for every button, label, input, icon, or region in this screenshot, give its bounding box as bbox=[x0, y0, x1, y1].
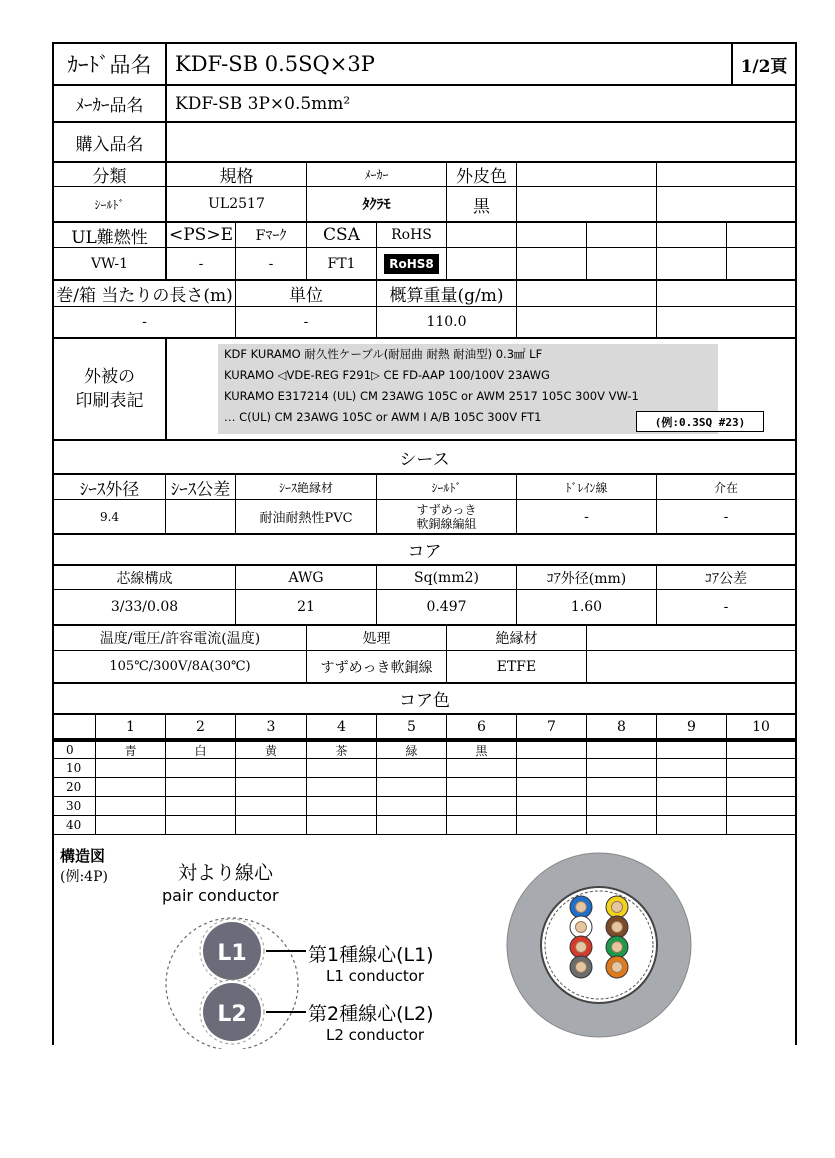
color-row bbox=[54, 816, 795, 835]
maker-label: ﾒｰｶｰ品名 bbox=[75, 96, 144, 116]
color-col-7: 7 bbox=[516, 715, 586, 738]
core-awg: 21 bbox=[235, 590, 376, 624]
color-cell bbox=[446, 759, 516, 777]
print-line-2: KURAMO ◁VDE-REG F291▷ CE FD-AAP 100/100V 23AWG bbox=[224, 368, 550, 382]
wire-conductor bbox=[576, 922, 587, 933]
color-col-5: 5 bbox=[376, 715, 446, 738]
color-row-label: 20 bbox=[66, 780, 82, 794]
length-blank-2 bbox=[656, 281, 795, 306]
color-cell bbox=[376, 778, 446, 796]
color-cell bbox=[586, 759, 656, 777]
color-cell bbox=[165, 797, 235, 815]
sheath-header-tol: ｼｰｽ公差 bbox=[165, 475, 235, 499]
color-cell bbox=[516, 778, 586, 796]
spec-maker: ﾀｸﾗﾓ bbox=[306, 187, 446, 221]
color-row-label: 10 bbox=[66, 761, 82, 775]
core-header-insulation: 絶縁材 bbox=[446, 626, 586, 650]
core-header2-row bbox=[54, 626, 795, 651]
color-cell bbox=[95, 759, 165, 777]
sheath-od: 9.4 bbox=[99, 509, 120, 524]
unit-header: 単位 bbox=[235, 281, 376, 306]
color-cell bbox=[95, 816, 165, 834]
card-label: ｶｰﾄﾞ品名 bbox=[67, 53, 152, 77]
color-cell bbox=[516, 797, 586, 815]
core-title: コア bbox=[407, 542, 442, 562]
spec-sheet bbox=[52, 42, 797, 1045]
print-line-1: KDF KURAMO 耐久性ケーブル(耐屈曲 耐熱 耐油型) 0.3㎟ LF bbox=[224, 347, 543, 361]
wire-conductor bbox=[612, 922, 623, 933]
wire-conductor bbox=[612, 942, 623, 953]
card-name: KDF-SB 0.5SQ×3P bbox=[165, 44, 731, 84]
length-blank-1 bbox=[516, 281, 656, 306]
color-cell bbox=[376, 797, 446, 815]
color-row bbox=[54, 797, 795, 816]
spec-header-category: 分類 bbox=[92, 167, 127, 186]
color-row bbox=[54, 778, 795, 797]
color-cell bbox=[656, 816, 726, 834]
length-value-blank-1 bbox=[516, 307, 656, 337]
sheath-header-row bbox=[54, 475, 795, 500]
color-row bbox=[54, 759, 795, 778]
cert-header-fmark: Fﾏｰｸ bbox=[235, 223, 306, 247]
cert-blank-4 bbox=[656, 223, 726, 247]
core-header-tol: ｺｱ公差 bbox=[656, 566, 795, 589]
cert-flame: VW-1 bbox=[90, 255, 129, 272]
sheath-material: 耐油耐熱性PVC bbox=[235, 500, 376, 533]
core-value2-row bbox=[54, 651, 795, 684]
wire-conductor bbox=[612, 962, 623, 973]
sheath-header-od: ｼｰｽ外径 bbox=[79, 479, 140, 499]
color-cell bbox=[726, 816, 795, 834]
color-cell bbox=[656, 797, 726, 815]
length-header-row bbox=[54, 281, 795, 307]
cert-pse: - bbox=[165, 248, 235, 279]
spec-header-row bbox=[54, 163, 795, 187]
sheath-tol bbox=[165, 500, 235, 533]
wire-conductor bbox=[576, 902, 587, 913]
print-line-4: … C(UL) CM 23AWG 105C or AWM I A/B 105C 300V FT1 bbox=[224, 410, 542, 424]
length-header: 巻/箱 当たりの長さ(m) bbox=[56, 286, 233, 306]
color-cell: 白 bbox=[165, 742, 235, 758]
maker-row bbox=[54, 86, 795, 123]
wire-conductor bbox=[576, 962, 587, 973]
core-rating: 105℃/300V/8A(30℃) bbox=[109, 659, 251, 674]
cert-header-rohs: RoHS bbox=[376, 223, 446, 247]
color-cell bbox=[165, 778, 235, 796]
cert-value-blank-5 bbox=[726, 248, 795, 279]
core-title-row bbox=[54, 535, 795, 566]
color-cell: 茶 bbox=[306, 742, 376, 758]
color-cell bbox=[516, 759, 586, 777]
color-cell bbox=[306, 816, 376, 834]
color-corner bbox=[54, 715, 95, 738]
spec-header-color: 外皮色 bbox=[446, 163, 516, 186]
cert-fmark: - bbox=[235, 248, 306, 279]
spec-header-blank-1 bbox=[516, 163, 656, 186]
color-col-8: 8 bbox=[586, 715, 656, 738]
spec-value-row bbox=[54, 187, 795, 223]
pair-diagram bbox=[154, 909, 494, 1049]
color-cell: 緑 bbox=[376, 742, 446, 758]
core-tol: - bbox=[656, 590, 795, 624]
l2-label: L2 bbox=[217, 1002, 247, 1027]
color-cell bbox=[656, 778, 726, 796]
sheath-value-row bbox=[54, 500, 795, 535]
color-col-9: 9 bbox=[656, 715, 726, 738]
wire-conductor bbox=[576, 942, 587, 953]
core-sq: 0.497 bbox=[376, 590, 516, 624]
color-cell bbox=[656, 759, 726, 777]
color-col-10: 10 bbox=[726, 715, 795, 738]
color-cell bbox=[446, 797, 516, 815]
color-cell: 黄 bbox=[235, 742, 306, 758]
spec-header-blank-2 bbox=[656, 163, 795, 186]
color-row-label: 0 bbox=[66, 743, 74, 757]
color-cell bbox=[235, 797, 306, 815]
color-cell bbox=[726, 742, 795, 758]
pair-en: pair conductor bbox=[162, 886, 279, 905]
core-insulation: ETFE bbox=[446, 651, 586, 682]
color-cell bbox=[446, 778, 516, 796]
core-od: 1.60 bbox=[516, 590, 656, 624]
cert-value-blank-3 bbox=[586, 248, 656, 279]
structure-title: 構造図 bbox=[60, 847, 106, 865]
color-cell bbox=[586, 797, 656, 815]
print-label bbox=[54, 339, 165, 439]
cert-blank-2 bbox=[516, 223, 586, 247]
core-header-treatment: 処理 bbox=[306, 626, 446, 650]
cable-cross-section bbox=[504, 850, 694, 1040]
structure-example: (例:4P) bbox=[60, 869, 108, 885]
l1-jp: 第1種線心(L1) bbox=[308, 944, 434, 966]
cert-csa: FT1 bbox=[306, 248, 376, 279]
sheath-title-row bbox=[54, 441, 795, 475]
purchase-row bbox=[54, 123, 795, 163]
sheath-title: シース bbox=[399, 449, 450, 470]
color-cell bbox=[165, 759, 235, 777]
core-header-od: ｺｱ外径(mm) bbox=[516, 566, 656, 589]
color-cell bbox=[95, 778, 165, 796]
color-header-row bbox=[54, 715, 795, 740]
color-col-2: 2 bbox=[165, 715, 235, 738]
color-cell bbox=[306, 778, 376, 796]
color-cell bbox=[586, 816, 656, 834]
color-cell bbox=[235, 759, 306, 777]
core-header-sq: Sq(mm2) bbox=[376, 566, 516, 589]
color-col-4: 4 bbox=[306, 715, 376, 738]
length-value-blank-2 bbox=[656, 307, 795, 337]
color-cell bbox=[726, 759, 795, 777]
spec-color: 黒 bbox=[446, 187, 516, 221]
spec-standard: UL2517 bbox=[165, 187, 306, 221]
print-example: (例:0.3SQ #23) bbox=[636, 411, 764, 432]
spec-header-maker: ﾒｰｶｰ bbox=[306, 163, 446, 186]
color-cell bbox=[516, 742, 586, 758]
pair-jp: 対より線心 bbox=[178, 862, 274, 884]
color-col-6: 6 bbox=[446, 715, 516, 738]
color-cell bbox=[586, 778, 656, 796]
color-cell bbox=[656, 742, 726, 758]
color-cell bbox=[516, 816, 586, 834]
color-cell bbox=[235, 816, 306, 834]
color-cell bbox=[235, 778, 306, 796]
core-header-blank bbox=[586, 626, 795, 650]
sheath-filler: - bbox=[656, 500, 795, 533]
cert-value-row bbox=[54, 248, 795, 281]
color-cell bbox=[726, 797, 795, 815]
sheath-header-material: ｼｰｽ絶縁材 bbox=[235, 475, 376, 499]
color-col-1: 1 bbox=[95, 715, 165, 738]
cert-value-blank-1 bbox=[446, 248, 516, 279]
print-label-line1: 外被の bbox=[84, 367, 135, 387]
length-value: - bbox=[142, 314, 147, 330]
cert-rohs bbox=[376, 248, 446, 279]
color-row-label: 30 bbox=[66, 799, 82, 813]
color-title: コア色 bbox=[399, 691, 450, 711]
cert-header-csa: CSA bbox=[306, 223, 376, 247]
sheath-shield-line2: 軟銅線編組 bbox=[416, 516, 477, 531]
color-row bbox=[54, 740, 795, 759]
cert-header-flame: UL難燃性 bbox=[71, 227, 148, 247]
color-cell bbox=[95, 797, 165, 815]
spec-header-standard: 規格 bbox=[165, 163, 306, 186]
unit-value: - bbox=[235, 307, 376, 337]
card-name-row bbox=[54, 44, 795, 86]
core-header-strand: 芯線構成 bbox=[116, 570, 173, 587]
color-cell: 青 bbox=[95, 742, 165, 758]
weight-value: 110.0 bbox=[376, 307, 516, 337]
color-cell bbox=[446, 816, 516, 834]
l2-jp: 第2種線心(L2) bbox=[308, 1003, 434, 1025]
sheath-header-drain: ﾄﾞﾚｲﾝ線 bbox=[516, 475, 656, 499]
color-cell bbox=[306, 759, 376, 777]
core-header-awg: AWG bbox=[235, 566, 376, 589]
weight-header: 概算重量(g/m) bbox=[376, 281, 516, 306]
color-row-label: 40 bbox=[66, 818, 82, 832]
rohs-badge: RoHS8 bbox=[384, 254, 439, 274]
purchase-name bbox=[165, 123, 795, 161]
core-treatment: すずめっき軟銅線 bbox=[306, 651, 446, 682]
cert-blank-3 bbox=[586, 223, 656, 247]
length-value-row bbox=[54, 307, 795, 339]
purchase-label: 購入品名 bbox=[75, 134, 144, 155]
sheath-drain: - bbox=[516, 500, 656, 533]
wire-conductor bbox=[612, 902, 623, 913]
l1-label: L1 bbox=[217, 941, 247, 966]
l2-en: L2 conductor bbox=[326, 1026, 425, 1044]
color-title-row bbox=[54, 684, 795, 715]
color-cell bbox=[306, 797, 376, 815]
spec-category: ｼｰﾙﾄﾞ bbox=[94, 197, 125, 212]
color-cell: 黒 bbox=[446, 742, 516, 758]
color-cell bbox=[586, 742, 656, 758]
print-label-line2: 印刷表記 bbox=[75, 391, 144, 411]
l1-en: L1 conductor bbox=[326, 967, 425, 985]
print-line-3: KURAMO E317214 (UL) CM 23AWG 105C or AWM 2517 105C 300V VW-1 bbox=[224, 389, 639, 403]
cert-value-blank-4 bbox=[656, 248, 726, 279]
spec-value-blank-2 bbox=[656, 187, 795, 221]
sheath-header-filler: 介在 bbox=[656, 475, 795, 499]
sheath-header-shield: ｼｰﾙﾄﾞ bbox=[376, 475, 516, 499]
cert-header-pse: <PS>E bbox=[165, 223, 235, 247]
cert-blank-1 bbox=[446, 223, 516, 247]
core-strand: 3/33/0.08 bbox=[110, 599, 179, 615]
maker-name: KDF-SB 3P×0.5mm² bbox=[165, 86, 795, 121]
cert-header-row bbox=[54, 223, 795, 248]
page-number: 1/2頁 bbox=[731, 44, 795, 84]
core-value2-blank bbox=[586, 651, 795, 682]
color-cell bbox=[376, 816, 446, 834]
color-col-3: 3 bbox=[235, 715, 306, 738]
cert-value-blank-2 bbox=[516, 248, 586, 279]
sheath-shield-line1: すずめっき bbox=[416, 502, 477, 517]
color-cell bbox=[376, 759, 446, 777]
sheath-shield bbox=[376, 500, 516, 533]
color-cell bbox=[726, 778, 795, 796]
core-header-row bbox=[54, 566, 795, 590]
spec-value-blank-1 bbox=[516, 187, 656, 221]
color-cell bbox=[165, 816, 235, 834]
inner-wrap bbox=[545, 891, 653, 999]
core-value-row bbox=[54, 590, 795, 626]
cert-blank-5 bbox=[726, 223, 795, 247]
core-header-rating: 温度/電圧/許容電流(温度) bbox=[99, 631, 261, 647]
